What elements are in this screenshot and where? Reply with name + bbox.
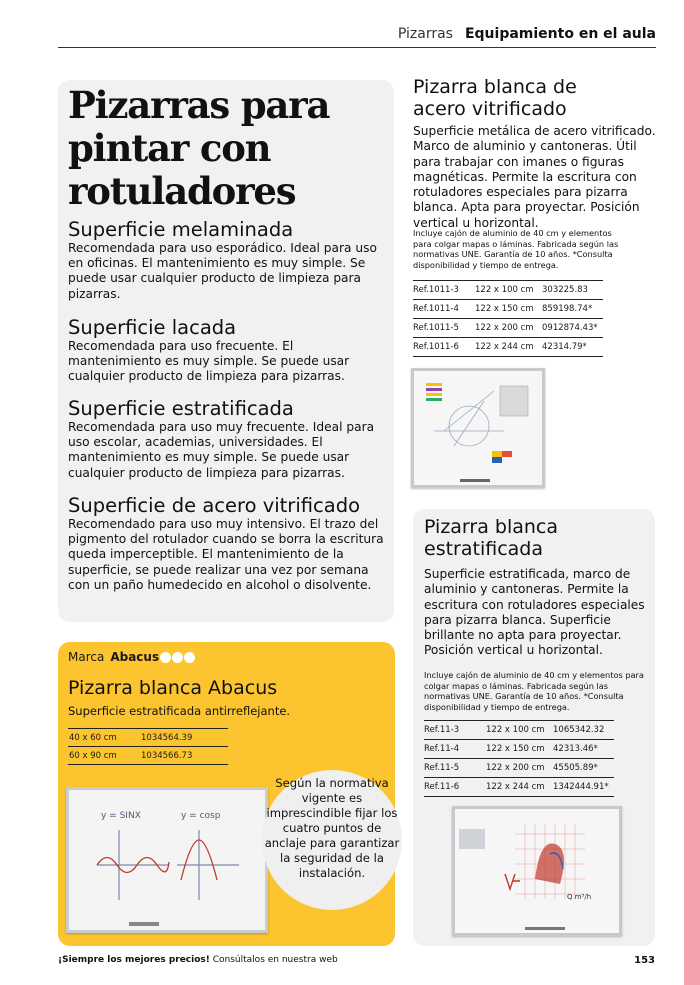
page-header	[58, 26, 656, 48]
table-row	[424, 778, 614, 797]
size-cell: 122 x 200 cm	[475, 319, 542, 338]
ref-cell: 1034564.39	[140, 729, 228, 747]
board-formula-left: y = SINX	[101, 811, 141, 821]
board-formula-right: y = cosp	[181, 811, 221, 821]
board-formula: Q m³/h	[567, 893, 592, 901]
code-cell: 0912874.43*	[542, 319, 603, 338]
table-row	[68, 729, 228, 747]
ref-cell: 1034566.73	[140, 747, 228, 765]
brand-label: Marca	[68, 650, 105, 664]
laminated-board-note: Incluye cajón de aluminio de 40 cm y elementos para colgar mapas o láminas. Fabricada según las normativas UNE. Garantía de 10 años. *Consulta disponibilidad y tiempo de entrega.	[424, 670, 644, 712]
size-cell: 122 x 244 cm	[475, 338, 542, 357]
ref-cell: Ref.1011-6	[413, 338, 475, 357]
code-cell: 42313.46*	[553, 740, 614, 759]
surface-lacquered	[68, 317, 388, 385]
ref-cell: Ref.11-3	[424, 721, 486, 740]
ref-cell: Ref.1011-3	[413, 281, 475, 300]
ref-cell: Ref.11-4	[424, 740, 486, 759]
footer-slogan: ¡Siempre los mejores precios!	[58, 955, 210, 965]
brand-dot-icon	[160, 652, 171, 663]
table-row	[413, 281, 603, 300]
ref-cell: Ref.11-5	[424, 759, 486, 778]
surface-heading: Superficie estratificada	[68, 397, 294, 420]
abacus-price-table	[68, 728, 228, 765]
surface-description: Recomendada para uso muy frecuente. Ideal para uso escolar, academias, universidades. El mantenimiento es muy simple. Se puede usar cualquier producto de limpieza para pizarras.	[68, 420, 375, 480]
safety-note-text: Según la normativa vigente es imprescindible fijar los cuatro puntos de anclaje para garantizar la seguridad de la instalación.	[264, 776, 400, 880]
size-cell: 60 x 90 cm	[68, 747, 140, 765]
steel-board-note: Incluye cajón de aluminio de 40 cm y elementos para colgar mapas o láminas. Fabricada según las normativas UNE. Garantía de 10 años. *Consulta disponibilidad y tiempo de entrega.	[413, 228, 619, 270]
laminated-title-text: Pizarra blanca estratificada	[424, 516, 559, 560]
ref-cell: Ref.1011-4	[413, 300, 475, 319]
surface-laminated	[68, 398, 388, 481]
surface-heading: Superficie melaminada	[68, 218, 294, 241]
size-cell: 122 x 244 cm	[486, 778, 553, 797]
steel-whiteboard-image	[411, 368, 545, 488]
code-cell: 1065342.32	[553, 721, 614, 740]
table-row	[424, 721, 614, 740]
surface-description: Recomendada para uso esporádico. Ideal para uso en oficinas. El mantenimiento es muy simple. Se puede usar cualquier producto de limpieza para pizarras.	[68, 241, 377, 301]
laminated-board-description: Superficie estratificada, marco de aluminio y cantoneras. Permite la escritura con rotuladores especiales para pizarra blanca. Superficie brillante no apta para proyectar. Posición vertical u horizontal.	[424, 567, 645, 658]
brand-dot-icon	[172, 652, 183, 663]
size-cell: 122 x 100 cm	[475, 281, 542, 300]
surface-heading: Superficie de acero vitrificado	[68, 494, 361, 517]
steel-board-title	[413, 76, 603, 120]
size-cell: 122 x 150 cm	[486, 740, 553, 759]
table-row	[424, 759, 614, 778]
code-cell: 1342444.91*	[553, 778, 614, 797]
table-row	[424, 740, 614, 759]
table-row	[413, 338, 603, 357]
surface-heading: Superficie lacada	[68, 316, 237, 339]
page-title: Pizarras para pintar con rotuladores	[68, 83, 330, 213]
section-breadcrumb	[398, 26, 656, 42]
abacus-subtitle: Superficie estratificada antirreflejante.	[68, 704, 291, 718]
laminated-board-title	[424, 516, 584, 560]
abacus-whiteboard-image	[66, 787, 268, 933]
brand-dot-icon	[184, 652, 195, 663]
category-label: Pizarras	[397, 26, 453, 42]
steel-price-table	[413, 280, 603, 357]
code-cell: 45505.89*	[553, 759, 614, 778]
surface-vitrified-steel	[68, 495, 388, 593]
code-cell: 42314.79*	[542, 338, 603, 357]
table-row	[413, 319, 603, 338]
brand-line	[68, 650, 195, 664]
page-footer	[58, 955, 338, 965]
laminated-whiteboard-image	[452, 806, 622, 936]
table-row	[413, 300, 603, 319]
page-edge-stripe	[684, 0, 700, 985]
size-cell: 122 x 200 cm	[486, 759, 553, 778]
size-cell: 122 x 150 cm	[475, 300, 542, 319]
surface-melamine	[68, 219, 388, 302]
steel-board-description: Superficie metálica de acero vitrificado. Marco de aluminio y cantoneras. Útil para trabajar con imanes o figuras magnéticas. Permite la escritura con rotuladores especiales para pizarra blanca. Apta para proyectar. Posición vertical u horizontal.	[413, 124, 656, 230]
steel-title-text: Pizarra blanca de acero vitrificado	[413, 76, 577, 120]
size-cell: 122 x 100 cm	[486, 721, 553, 740]
laminated-price-table	[424, 720, 614, 797]
size-cell: 40 x 60 cm	[68, 729, 140, 747]
surface-description: Recomendada para uso frecuente. El mantenimiento es muy simple. Se puede usar cualquier producto de limpieza para pizarras.	[68, 339, 350, 384]
ref-cell: Ref.11-6	[424, 778, 486, 797]
ref-cell: Ref.1011-5	[413, 319, 475, 338]
brand-name: Abacus	[110, 650, 160, 664]
code-cell: 303225.83	[542, 281, 603, 300]
surface-description: Recomendado para uso muy intensivo. El trazo del pigmento del rotulador cuando se borra la escritura queda imperceptible. El mantenimiento de la superficie, se puede realizar una vez por semana con un paño humedecido en alcohol o disolvente.	[68, 517, 384, 592]
table-row	[68, 747, 228, 765]
page-number: 153	[634, 955, 655, 966]
code-cell: 859198.74*	[542, 300, 603, 319]
abacus-title: Pizarra blanca Abacus	[68, 677, 278, 699]
footer-text: Consúltalos en nuestra web	[212, 955, 338, 965]
section-label: Equipamiento en el aula	[464, 26, 656, 42]
